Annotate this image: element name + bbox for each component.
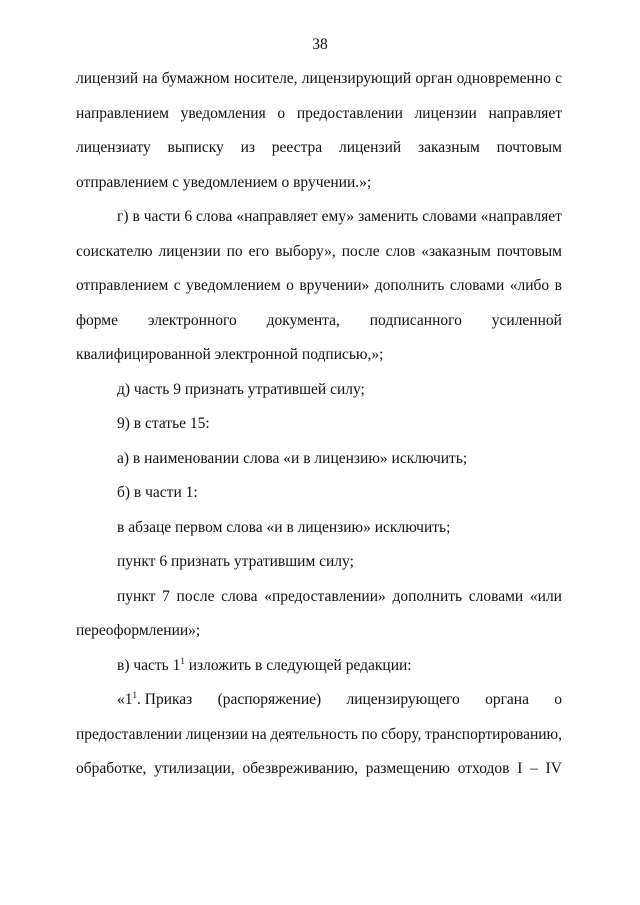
word: транспортированию, xyxy=(425,725,562,743)
word: документа, xyxy=(266,311,340,329)
word: сбору, xyxy=(381,725,422,743)
word: лицензии xyxy=(158,242,221,260)
word: по xyxy=(226,242,243,260)
word: отправлением xyxy=(76,277,169,294)
word: по xyxy=(361,725,378,743)
word: соискателю xyxy=(76,242,153,260)
word: органа xyxy=(485,691,529,708)
word: о xyxy=(286,277,294,294)
word: о xyxy=(277,104,286,122)
text-line xyxy=(76,276,562,296)
word: обезвреживанию, xyxy=(242,760,359,777)
page-number: 38 xyxy=(312,36,328,53)
word: дополнить xyxy=(392,587,463,605)
word: словами xyxy=(422,208,477,225)
word: орган xyxy=(415,70,453,87)
text-line: квалифицированной электронной подписью,»; xyxy=(76,346,384,363)
word: словами xyxy=(449,277,505,294)
word: направлением xyxy=(76,104,169,122)
word: подписанного xyxy=(369,311,462,329)
word: 6 xyxy=(184,208,193,225)
word: отходов xyxy=(457,760,510,777)
word: словами xyxy=(468,587,524,605)
word: в xyxy=(554,277,562,294)
text-line: в абзаце первом слова «и в лицензию» исключить; xyxy=(117,518,451,536)
text-line: д) часть 9 признать утратившей силу; xyxy=(117,380,365,398)
word: дополнить xyxy=(374,277,445,294)
word: одновременно xyxy=(456,70,551,87)
text-line xyxy=(117,207,562,227)
word: направляет xyxy=(488,104,562,122)
superscript: 1 xyxy=(180,655,185,666)
word: реестра xyxy=(271,139,323,156)
word: «заказным xyxy=(421,242,491,260)
word: «или xyxy=(529,587,562,605)
text-line xyxy=(117,656,562,676)
word: ему» xyxy=(321,208,355,225)
text-line xyxy=(76,242,562,262)
text-line: 9) в статье 15: xyxy=(117,415,210,432)
word: предоставлении xyxy=(76,725,183,743)
word: после xyxy=(176,587,215,605)
text-segment: в) часть 1 xyxy=(117,656,181,674)
word: размещению xyxy=(365,760,450,777)
word: электронного xyxy=(147,311,237,329)
word: носителе, xyxy=(233,70,298,87)
word: предоставлении xyxy=(296,104,403,122)
text-line xyxy=(76,138,562,158)
word: бумажном xyxy=(161,70,230,87)
word: о xyxy=(554,691,562,708)
word: обработке, xyxy=(76,760,147,777)
word: пункт xyxy=(117,587,156,605)
word: утилизации, xyxy=(154,760,235,777)
word: из xyxy=(240,139,255,156)
word: I xyxy=(517,760,523,777)
word: выписку xyxy=(167,139,224,156)
text-line xyxy=(117,690,562,710)
text-line xyxy=(76,69,562,89)
word: с xyxy=(173,277,181,294)
word: на xyxy=(251,725,267,743)
word: с xyxy=(555,70,562,87)
word: почтовым xyxy=(496,242,562,260)
word: «либо xyxy=(509,277,550,294)
word: IV xyxy=(545,760,562,777)
word: «направляет xyxy=(236,208,318,225)
word: г) xyxy=(117,208,129,225)
word: почтовым xyxy=(496,139,562,156)
word: «направляет xyxy=(480,208,562,225)
text-line xyxy=(76,725,562,745)
word: слова xyxy=(196,208,233,225)
word: форме xyxy=(76,311,118,329)
word: лицензиату xyxy=(76,139,151,156)
text-line xyxy=(76,759,562,779)
word: лицензий xyxy=(76,70,139,87)
word: деятельность xyxy=(270,725,358,743)
word: лицензирующий xyxy=(301,70,412,87)
text-line xyxy=(117,587,562,607)
word: заказным xyxy=(417,139,480,156)
word: после xyxy=(341,242,380,260)
word: выбору», xyxy=(275,242,336,260)
word: слова xyxy=(221,587,258,605)
text-line: отправлением с уведомлением о вручении.»; xyxy=(76,173,372,191)
text-line xyxy=(76,311,562,331)
text-line: б) в части 1: xyxy=(117,484,198,501)
word: уведомлением xyxy=(186,277,281,294)
word: (распоряжение) xyxy=(217,691,322,708)
text-line: пункт 6 признать утратившим силу; xyxy=(117,553,354,570)
word: части xyxy=(143,208,181,225)
word: «предоставлении» xyxy=(264,587,386,605)
text-segment: изложить в следующей редакции: xyxy=(184,656,412,674)
word: уведомления xyxy=(180,104,266,122)
word: вручении» xyxy=(299,277,370,294)
word: усиленной xyxy=(491,311,562,329)
word: «$1^1$. Приказ xyxy=(117,690,193,708)
word: его xyxy=(248,242,270,260)
word: лицензирующего xyxy=(346,691,460,708)
word: лицензии xyxy=(414,104,477,122)
word: в xyxy=(132,208,140,225)
word: на xyxy=(142,70,158,87)
word: слов xyxy=(385,242,416,260)
word: лицензии xyxy=(185,725,248,743)
word: 7 xyxy=(162,587,170,605)
word: – xyxy=(530,760,538,777)
text-line: а) в наименовании слова «и в лицензию» исключить; xyxy=(117,449,468,467)
text-line: переоформлении»; xyxy=(76,622,201,639)
text-line xyxy=(76,104,562,124)
word: лицензий xyxy=(338,139,402,156)
superscript: 1 xyxy=(132,690,137,700)
word: заменить xyxy=(358,208,419,225)
